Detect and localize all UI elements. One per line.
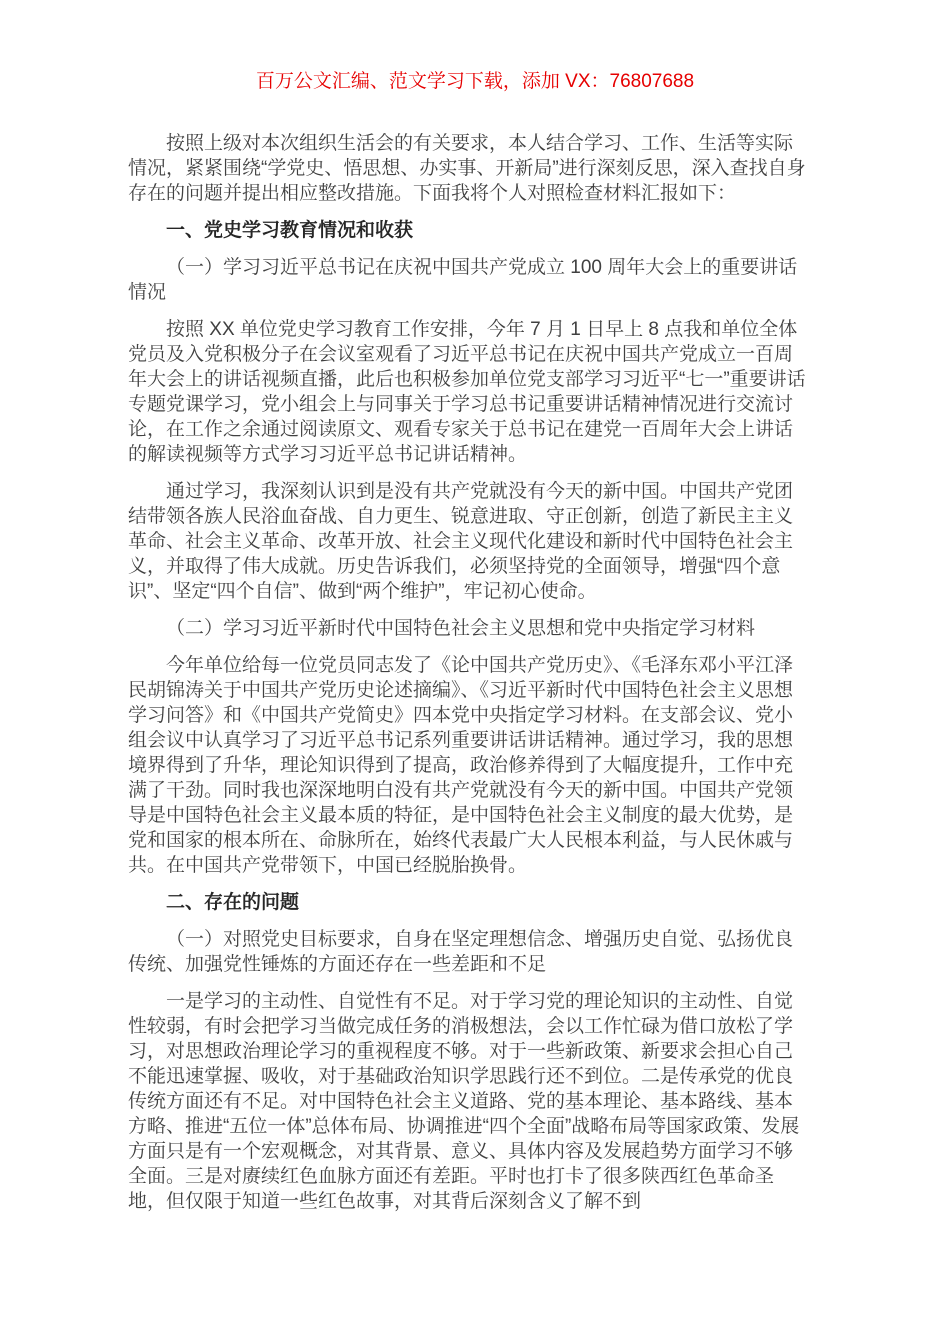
document-body	[0, 131, 950, 1306]
section-1-sub-1-body: 按照 XX 单位党史学习教育工作安排，今年 7 月 1 日早上 8 点我和单位全体党员及入党积极分子在会议室观看了习近平总书记在庆祝中国共产党成立一百周年大会上的讲话视频直播，此后也积极参加单位党支部学习习近平“七一”重要讲话专题党课学习，党小组会上与同事关于学习总书记重要讲话精神情况进行交流讨论，在工作之余通过阅读原文、观看专家关于总书记在建党一百周年大会上讲话的解读视频等方式学习习近平总书记讲话精神。	[128, 319, 806, 465]
section-1-sub-1-body-2: 通过学习，我深刻认识到是没有共产党就没有今天的新中国。中国共产党团结带领各族人民浴血奋战、自力更生、锐意进取、守正创新，创造了新民主主义革命、社会主义革命、改革开放、社会主义现代化建设和新时代中国特色社会主义，并取得了伟大成就。历史告诉我们，必须坚持党的全面领导，增强“四个意识”、坚定“四个自信”、做到“两个维护”，牢记初心使命。	[128, 481, 794, 602]
section-2-heading: 二、存在的问题	[166, 892, 300, 913]
section-1-sub-2-title: （二）学习习近平新时代中国特色社会主义思想和党中央指定学习材料	[166, 618, 756, 639]
promo-banner: 百万公文汇编、范文学习下载，添加 VX：76807688	[255, 71, 695, 92]
section-2-sub-1-body: 一是学习的主动性、自觉性有不足。对于学习党的理论知识的主动性、自觉性较弱，有时会把学习当做完成任务的消极想法，会以工作忙碌为借口放松了学习，对思想政治理论学习的重视程度不够。对于一些新政策、新要求会担心自己不能迅速掌握、吸收，对于基础政治知识学思践行还不到位。二是传承党的优良传统方面还有不足。对中国特色社会主义道路、党的基本理论、基本路线、基本方略、推进“五位一体”总体布局、协调推进“四个全面”战略布局等国家政策、发展方面只是有一个宏观概念，对其背景、意义、具体内容及发展趋势方面学习不够全面。三是对赓续红色血脉方面还有差距。平时也打卡了很多陕西红色革命圣地，但仅限于知道一些红色故事，对其背后深刻含义了解不到	[128, 991, 800, 1212]
section-1-sub-1-title: （一）学习习近平总书记在庆祝中国共产党成立 100 周年大会上的重要讲话情况	[128, 257, 798, 303]
section-2-sub-1-title: （一）对照党史目标要求，自身在坚定理想信念、增强历史自觉、弘扬优良传统、加强党性锤炼的方面还存在一些差距和不足	[128, 929, 794, 975]
section-1-sub-2-body: 今年单位给每一位党员同志发了《论中国共产党历史》、《毛泽东邓小平江泽民胡锦涛关于中国共产党历史论述摘编》、《习近平新时代中国特色社会主义思想学习问答》和《中国共产党简史》四本党中央指定学习材料。在支部会议、党小组会议中认真学习了习近平总书记系列重要讲话讲话精神。通过学习，我的思想境界得到了升华，理论知识得到了提高，政治修养得到了大幅度提升，工作中充满了干劲。同时我也深深地明白没有共产党就没有今天的新中国。中国共产党领导是中国特色社会主义最本质的特征，是中国特色社会主义制度的最大优势，是党和国家的根本所在、命脉所在，始终代表最广大人民根本利益，与人民休戚与共。在中国共产党带领下，中国已经脱胎换骨。	[128, 655, 794, 876]
section-1-heading: 一、党史学习教育情况和收获	[166, 220, 414, 241]
intro-paragraph: 按照上级对本次组织生活会的有关要求，本人结合学习、工作、生活等实际情况，紧紧围绕“学党史、悟思想、办实事、开新局”进行深刻反思，深入查找自身存在的问题并提出相应整改措施。下面我将个人对照检查材料汇报如下：	[128, 133, 806, 204]
